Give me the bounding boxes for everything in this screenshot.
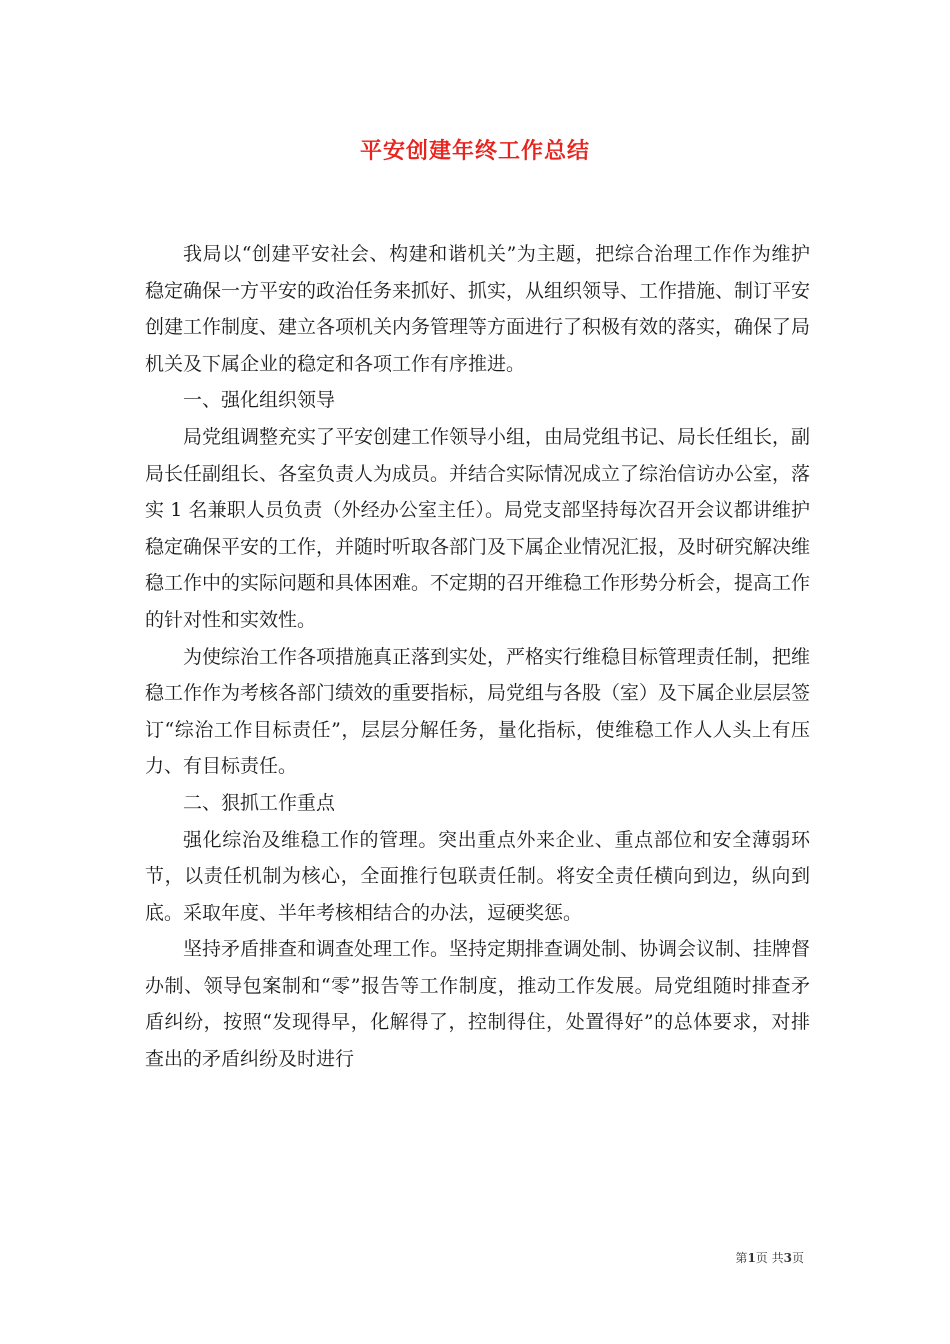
footer-total-pages: 3 bbox=[783, 1251, 792, 1265]
section-heading-1: 一、强化组织领导 bbox=[183, 389, 336, 412]
section-heading-2: 二、狠抓工作重点 bbox=[183, 791, 336, 814]
footer-prefix: 第 bbox=[735, 1251, 748, 1265]
footer-suffix: 页 bbox=[791, 1251, 804, 1265]
paragraph-management: 强化综治及维稳工作的管理。突出重点外来企业、重点部位和安全薄弱环节，以责任机制为核心，全面推行包联责任制。将安全责任横向到边，纵向到底。采取年度、半年考核相结合的办法，逗硬奖惩。 bbox=[145, 828, 810, 924]
footer-middle: 页 共 bbox=[755, 1251, 784, 1265]
document-title: 平安创建年终工作总结 bbox=[359, 138, 590, 164]
paragraph-intro: 我局以“创建平安社会、构建和谐机关”为主题，把综合治理工作作为维护稳定确保一方平安的政治任务来抓好、抓实，从组织领导、工作措施、制订平安创建工作制度、建立各项机关内务管理等方面进行了积极有效的落实，确保了局机关及下属企业的稳定和各项工作有序推进。 bbox=[145, 243, 811, 375]
page-footer bbox=[735, 1249, 804, 1266]
paragraph-dispute-resolution: 坚持矛盾排查和调查处理工作。坚持定期排查调处制、协调会议制、挂牌督办制、领导包案制和“零”报告等工作制度，推动工作发展。局党组随时排查矛盾纠纷，按照“发现得早，化解得了，控制得住，处置得好”的总体要求，对排查出的矛盾纠纷及时进行 bbox=[145, 938, 811, 1071]
paragraph-organization: 局党组调整充实了平安创建工作领导小组，由局党组书记、局长任组长，副局长任副组长、各室负责人为成员。并结合实际情况成立了综治信访办公室，落实 1 名兼职人员负责（外经办公室主任）。局党支部坚持每次召开会议都讲维护稳定确保平安的工作，并随时听取各部门及下属企业情况汇报，及时研究解决维稳工作中的实际问题和具体困难。不定期的召开维稳工作形势分析会，提高工作的针对性和实效性。 bbox=[145, 425, 811, 631]
footer-current-page: 1 bbox=[747, 1251, 756, 1265]
document-body bbox=[145, 236, 810, 1078]
paragraph-responsibility: 为使综治工作各项措施真正落到实处，严格实行维稳目标管理责任制，把维稳工作作为考核各部门绩效的重要指标，局党组与各股（室）及下属企业层层签订“综治工作目标责任”，层层分解任务，量化指标，使维稳工作人人头上有压力、有目标责任。 bbox=[145, 645, 811, 778]
